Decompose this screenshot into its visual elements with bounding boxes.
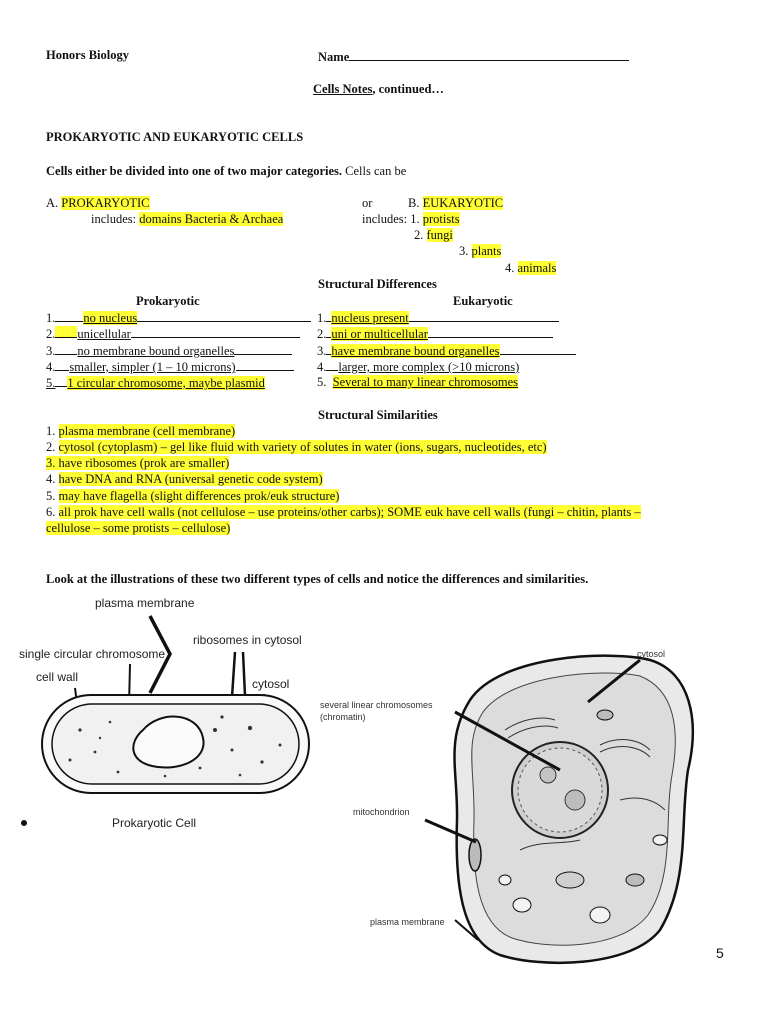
euk-label-chromatin: (chromatin) [320, 712, 366, 722]
page-number: 5 [716, 945, 724, 961]
illustration-instruction: Look at the illustrations of these two different types of cells and notice the differences and similarities. [46, 572, 589, 586]
differences-title: Structural Differences [318, 277, 437, 291]
course-title: Honors Biology [46, 48, 129, 62]
euk-label-plasma-membrane: plasma membrane [370, 917, 445, 927]
category-a-label: PROKARYOTIC [61, 196, 150, 210]
euk-diff-text: Several to many linear chromosomes [332, 375, 518, 389]
similarity-num: 1. [46, 424, 56, 438]
intro-normal: Cells can be [345, 164, 407, 178]
prok-diff-text: no membrane bound organelles [77, 344, 235, 358]
euk-diff-text: have membrane bound organelles [331, 344, 500, 358]
prok-diff-num: 1. [46, 311, 56, 325]
eukaryotic-header: Eukaryotic [453, 294, 513, 308]
category-b-item-text: fungi [426, 228, 453, 242]
section-title: PROKARYOTIC AND EUKARYOTIC CELLS [46, 130, 304, 144]
category-or: or [362, 196, 373, 210]
similarity-text: may have flagella (slight differences prok/euk structure) [58, 489, 340, 503]
category-b-prefix: B. [408, 196, 420, 210]
category-a-domains: domains Bacteria & Archaea [139, 212, 284, 226]
category-b-label: EUKARYOTIC [422, 196, 504, 210]
euk-label-mitochondrion: mitochondrion [353, 807, 410, 817]
category-b-item-text: protists [422, 212, 460, 226]
notes-title-text: Cells Notes [313, 82, 373, 96]
euk-diff-num: 3. [317, 344, 327, 358]
category-b-item-text: plants [471, 244, 502, 258]
euk-diff-num: 2. [317, 327, 327, 341]
prok-diff-num: 2. [46, 327, 56, 341]
prok-diff-text: 1 circular chromosome, maybe plasmid [67, 376, 265, 390]
notes-title-suffix: , continued… [372, 82, 444, 96]
euk-diff-num: 5. [317, 375, 327, 389]
euk-diff-text: nucleus present [331, 311, 409, 325]
category-b-item-num: 2. [414, 228, 424, 242]
prok-label-cytosol: cytosol [252, 677, 290, 691]
prok-diff-num: 5. [46, 376, 56, 390]
name-label: Name [318, 50, 350, 64]
category-b-item-num: 3. [459, 244, 469, 258]
prokaryotic-header: Prokaryotic [136, 294, 200, 308]
similarity-text: all prok have cell walls (not cellulose – use proteins/other carbs); SOME euk have cell walls (fungi – chitin, plants – [58, 505, 641, 519]
euk-diff-text: larger, more complex (>10 microns) [338, 360, 520, 374]
similarity-num: 6. [46, 505, 56, 519]
similarity-text: plasma membrane (cell membrane) [58, 424, 236, 438]
prok-diff-num: 4. [46, 360, 56, 374]
similarity-num: 4. [46, 472, 56, 486]
category-b-item-text: animals [517, 261, 557, 275]
category-b-item-num: 4. [505, 261, 515, 275]
prok-label-cell-wall: cell wall [36, 670, 79, 684]
prok-label-plasma-membrane: plasma membrane [95, 596, 195, 610]
prok-label-ribosomes: ribosomes in cytosol [193, 633, 302, 647]
euk-diff-num: 1. [317, 311, 327, 325]
similarity-num: 5. [46, 489, 56, 503]
prok-diff-text: no nucleus [83, 311, 138, 325]
similarity-text: have DNA and RNA (universal genetic code system) [58, 472, 323, 486]
similarity-num: 2. [46, 440, 56, 454]
prok-diff-text: unicellular [77, 327, 131, 341]
euk-label-cytosol: cytosol [637, 649, 666, 659]
similarities-title: Structural Similarities [318, 408, 438, 422]
similarity-text: cytosol (cytoplasm) – gel like fluid with variety of solutes in water (ions, sugars, nucleotides, etc) [58, 440, 547, 454]
prok-label-chromosome: single circular chromosome [19, 647, 166, 661]
category-b-includes: includes: 1. [362, 212, 420, 226]
euk-diff-text: uni or multicellular [331, 327, 428, 341]
euk-diff-num: 4. [317, 360, 327, 374]
category-a-includes-label: includes: [91, 212, 137, 226]
euk-label-chromosomes: several linear chromosomes [320, 700, 433, 710]
similarity-text: cellulose – some protists – cellulose) [46, 521, 231, 535]
prok-diff-text: smaller, simpler (1 – 10 microns) [69, 360, 236, 374]
similarity-num: 3. [46, 456, 56, 470]
prok-diff-num: 3. [46, 344, 56, 358]
similarity-text: have ribosomes (prok are smaller) [58, 456, 230, 470]
intro-bold: Cells either be divided into one of two major categories. [46, 164, 343, 178]
prok-caption: Prokaryotic Cell [112, 816, 197, 830]
category-a-prefix: A. [46, 196, 59, 210]
